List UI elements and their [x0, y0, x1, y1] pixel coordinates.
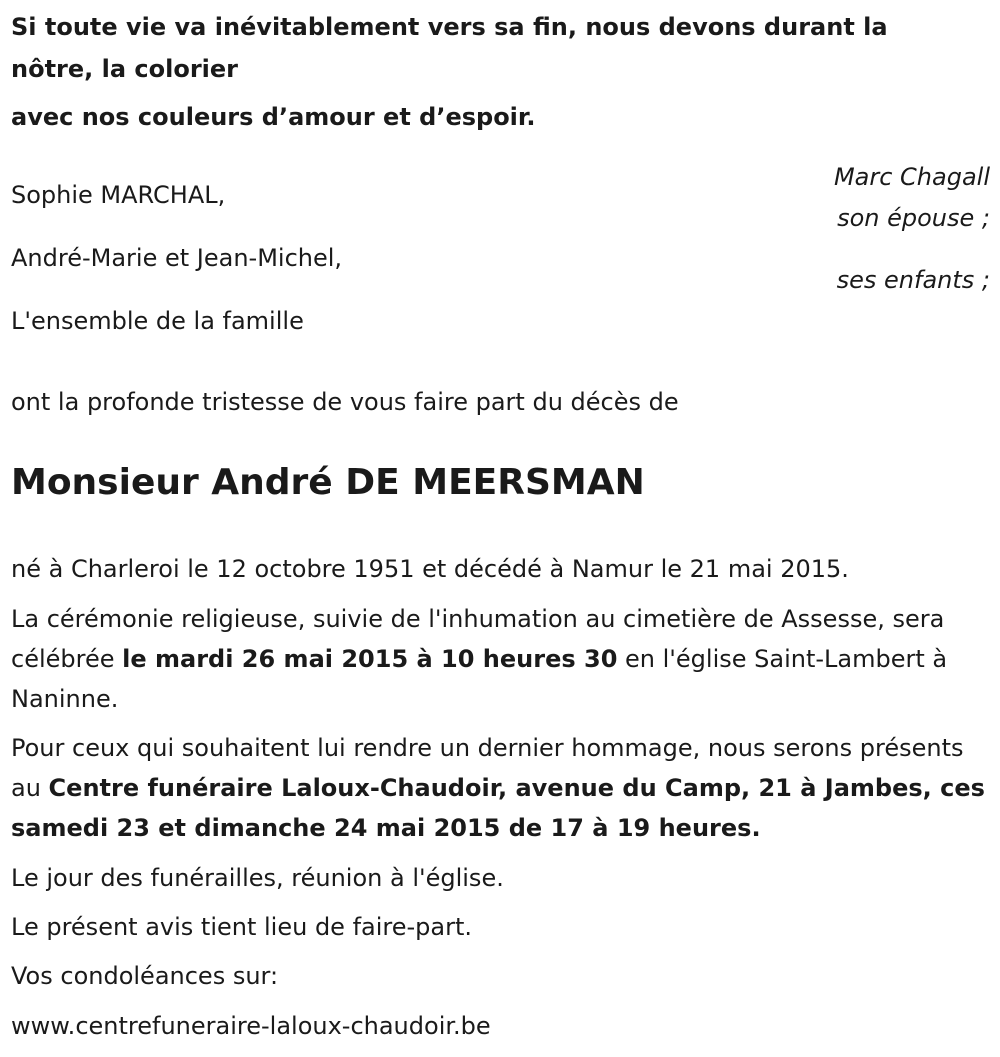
visitation-text: Pour ceux qui souhaitent lui rendre un dernier hommage, nous serons présents au: [11, 734, 964, 802]
family-member-name: Sophie MARCHAL,: [11, 181, 226, 209]
family-member-name: André-Marie et Jean-Michel,: [11, 244, 343, 272]
quote-line-1: Si toute vie va inévitablement vers sa fin, nous devons durant la nôtre, la colorier: [11, 13, 888, 83]
deceased-name: Monsieur André DE MEERSMAN: [11, 462, 645, 503]
birth-death-text: né à Charleroi le 12 octobre 1951 et décédé à Namur le 21 mai 2015.: [11, 555, 849, 583]
ceremony-place: en l'église Saint-Lambert à Naninne.: [11, 645, 948, 713]
quote-author: Marc Chagall: [833, 163, 990, 191]
condolences-website-link[interactable]: www.centrefuneraire-laloux-chaudoir.be: [11, 1012, 491, 1040]
family-member-name: L'ensemble de la famille: [11, 307, 304, 335]
visitation-paragraph: [11, 728, 986, 848]
family-member-role: ses enfants ;: [836, 266, 990, 294]
condolences-label: Vos condoléances sur:: [11, 962, 279, 990]
quote-line-2: avec nos couleurs d’amour et d’espoir.: [11, 103, 536, 131]
announcement-text: ont la profonde tristesse de vous faire part du décès de: [11, 388, 679, 416]
family-member-role: son épouse ;: [837, 204, 990, 232]
ceremony-text: La cérémonie religieuse, suivie de l'inhumation au cimetière de Assesse, sera célébrée: [11, 605, 945, 673]
ceremony-paragraph: [11, 599, 986, 719]
funeral-day-text: Le jour des funérailles, réunion à l'église.: [11, 864, 504, 892]
ceremony-date: le mardi 26 mai 2015 à 10 heures 30: [122, 645, 618, 673]
visitation-details: Centre funéraire Laloux-Chaudoir, avenue du Camp, 21 à Jambes, ces samedi 23 et dimanche 24 mai 2015 de 17 à 19 heures.: [11, 774, 985, 842]
epigraph-quote: [11, 6, 971, 138]
notice-text: Le présent avis tient lieu de faire-part.: [11, 913, 473, 941]
